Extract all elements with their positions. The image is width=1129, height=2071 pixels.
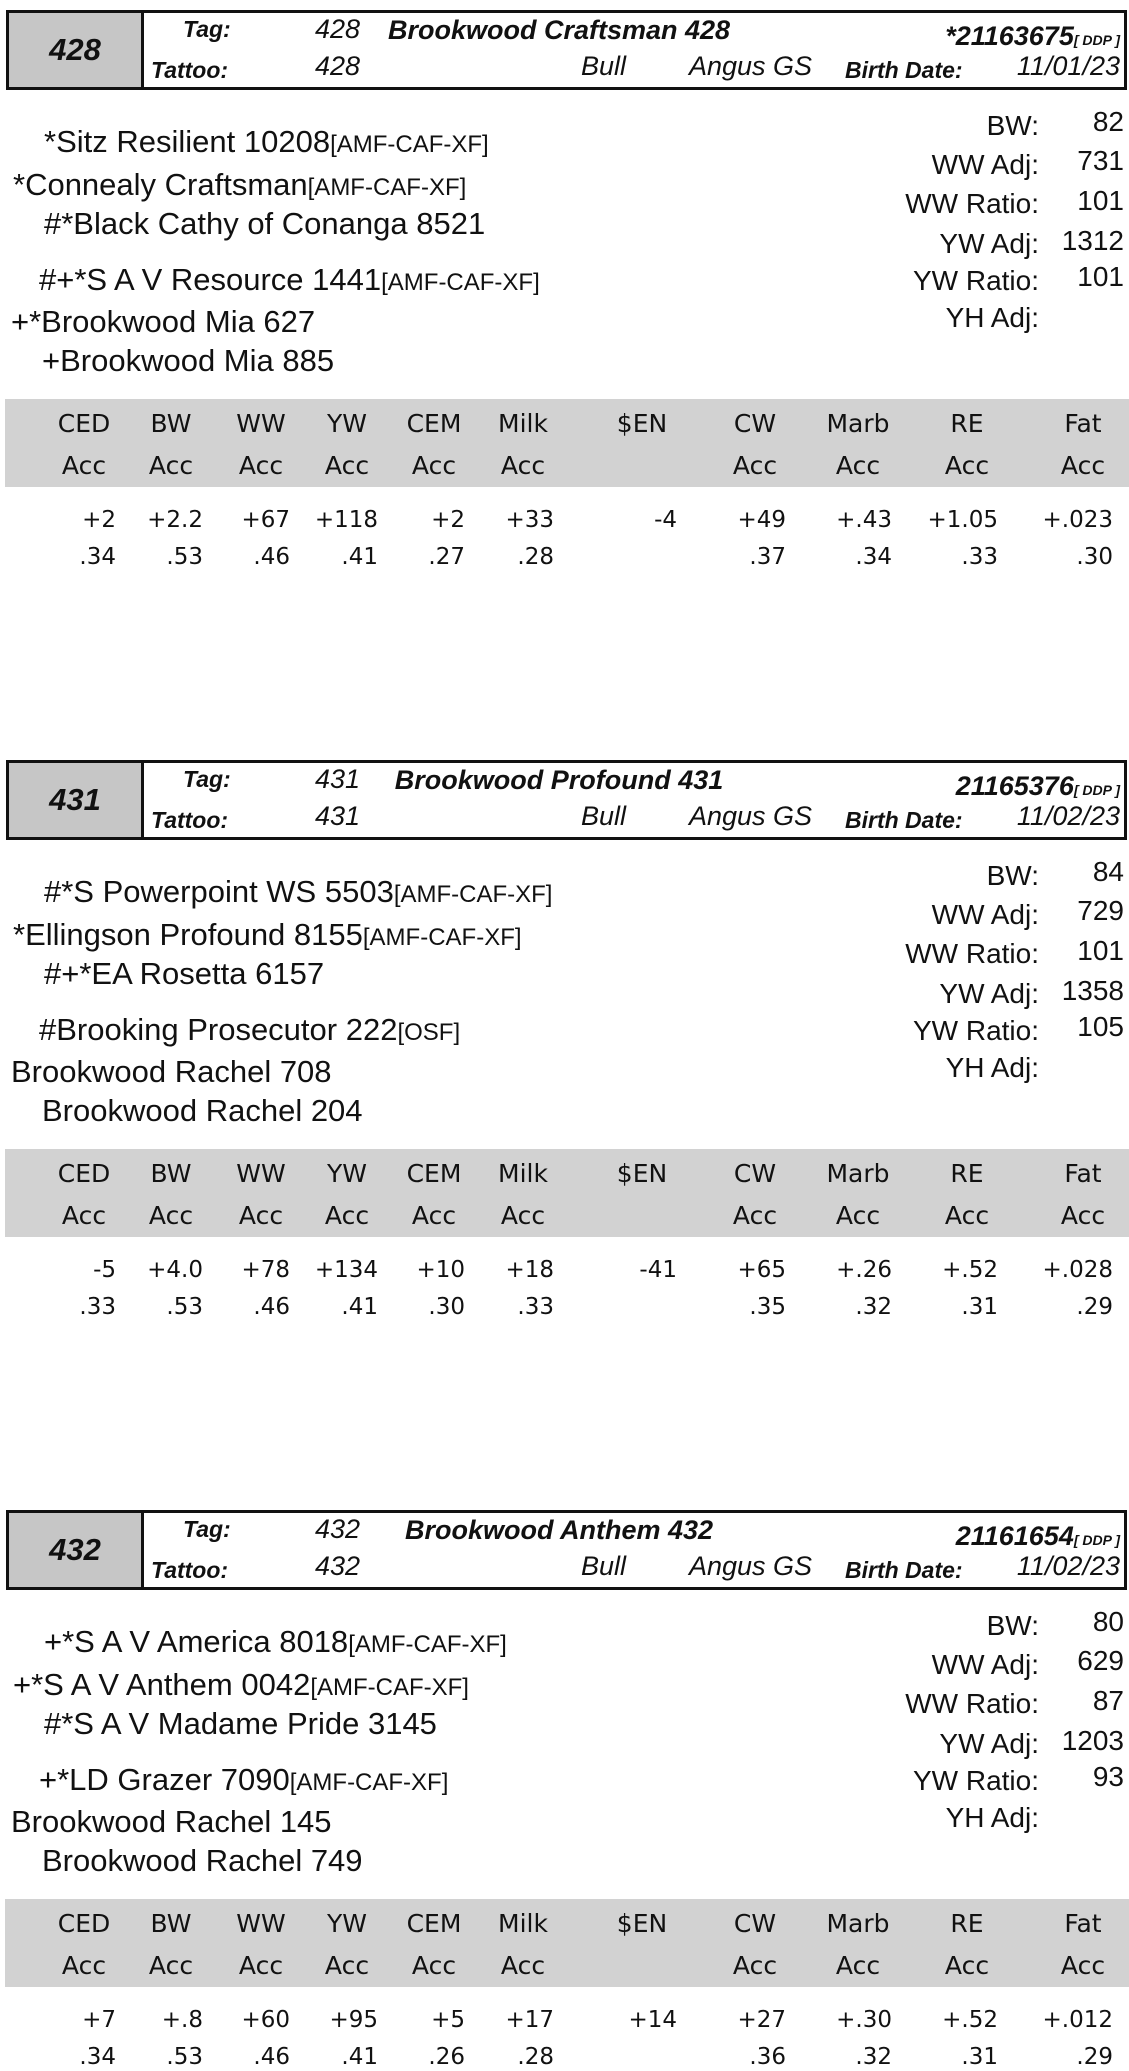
breed-value: Angus GS — [689, 801, 813, 831]
epd-value: +10 — [416, 1257, 465, 1283]
birth-date-value: 11/02/23 — [1016, 801, 1120, 831]
stat-label: YW Adj: — [939, 228, 1039, 259]
epd-column-header: BW — [150, 1909, 192, 1938]
acc-column-header: Acc — [500, 451, 546, 480]
epd-column-header: CEM — [406, 409, 462, 438]
pedigree-tag: [AMF-CAF-XF] — [362, 924, 522, 951]
stat-label: BW: — [986, 1610, 1039, 1641]
epd-column-header: WW — [236, 1159, 286, 1188]
acc-column-header: Acc — [411, 1201, 457, 1230]
pedigree-line — [39, 1012, 460, 1048]
acc-column-header: Acc — [61, 1951, 107, 1980]
pedigree-tag: [OSF] — [397, 1019, 461, 1046]
pedigree-tag: [AMF-CAF-XF] — [310, 1674, 469, 1701]
animal-name: Brookwood Craftsman 428 — [387, 15, 731, 45]
pedigree-line — [13, 167, 466, 203]
epd-column-header: RE — [950, 409, 984, 438]
epd-value: +.52 — [942, 1257, 998, 1283]
epd-value: +33 — [505, 507, 554, 533]
pedigree-name: #+*EA Rosetta 6157 — [44, 956, 325, 991]
stat-value: 80 — [1092, 1606, 1124, 1637]
registration-suffix: [ DDP ] — [1073, 1532, 1120, 1548]
epd-value: +14 — [628, 2007, 677, 2033]
acc-value: .41 — [341, 1294, 378, 1320]
birth-date-value: 11/01/23 — [1016, 51, 1120, 81]
acc-value: .31 — [961, 2044, 998, 2070]
epd-value: -4 — [654, 507, 677, 533]
animal-name: Brookwood Anthem 432 — [404, 1515, 714, 1545]
epd-column-header: Milk — [498, 1159, 548, 1188]
stat-value: 1358 — [1061, 975, 1124, 1006]
lot-section — [0, 1510, 1129, 2070]
pedigree-name: #*S A V Madame Pride 3145 — [44, 1706, 437, 1741]
stat-value: 105 — [1077, 1011, 1124, 1042]
animal-name: Brookwood Profound 431 — [394, 765, 724, 795]
acc-value: .46 — [253, 544, 290, 570]
breed-value: Angus GS — [689, 1551, 813, 1581]
stat-label: YW Adj: — [939, 978, 1039, 1009]
acc-column-header: Acc — [500, 1951, 546, 1980]
stat-value: 629 — [1077, 1645, 1124, 1676]
pedigree-line — [42, 1843, 363, 1879]
stat-label: YW Ratio: — [912, 1765, 1039, 1796]
pedigree-name: Brookwood Rachel 204 — [42, 1093, 363, 1128]
birth-date-value: 11/02/23 — [1016, 1551, 1120, 1581]
pedigree-line — [44, 956, 324, 992]
epd-column-header: WW — [236, 1909, 286, 1938]
pedigree-line — [11, 1054, 332, 1090]
stat-label: YW Ratio: — [912, 265, 1039, 296]
epd-column-header: RE — [950, 1159, 984, 1188]
acc-column-header: Acc — [61, 451, 107, 480]
stat-label: WW Adj: — [931, 1649, 1039, 1680]
acc-value: .36 — [749, 2044, 786, 2070]
pedigree-name: #*S Powerpoint WS 5503 — [44, 874, 394, 909]
epd-column-header: CEM — [406, 1159, 462, 1188]
acc-value: .33 — [517, 1294, 554, 1320]
epd-column-header: $EN — [616, 409, 668, 438]
stat-label: WW Ratio: — [905, 188, 1039, 219]
epd-column-header: CW — [733, 409, 777, 438]
epd-value: +49 — [737, 507, 786, 533]
epd-value: +1.05 — [927, 507, 998, 533]
pedigree-name: +Brookwood Mia 885 — [42, 343, 335, 378]
epd-value: +95 — [329, 2007, 378, 2033]
epd-value: +17 — [505, 2007, 554, 2033]
pedigree-name: *Ellingson Profound 8155 — [13, 917, 363, 952]
acc-column-header: Acc — [732, 1201, 778, 1230]
epd-column-header: YW — [327, 1159, 367, 1188]
acc-column-header: Acc — [148, 1951, 194, 1980]
stat-value: 84 — [1092, 856, 1124, 887]
acc-value: .26 — [428, 2044, 465, 2070]
epd-value: +118 — [314, 507, 378, 533]
acc-column-header: Acc — [61, 1201, 107, 1230]
acc-value: .34 — [855, 544, 892, 570]
epd-value: +67 — [241, 507, 290, 533]
acc-column-header: Acc — [732, 451, 778, 480]
stat-label: WW Ratio: — [905, 938, 1039, 969]
epd-column-header: CED — [57, 1159, 111, 1188]
stat-value: 82 — [1092, 106, 1124, 137]
epd-column-header: YW — [327, 409, 367, 438]
epd-header-band — [5, 399, 1129, 487]
epd-value: +.8 — [161, 2007, 203, 2033]
acc-value: .53 — [166, 544, 203, 570]
epd-value: -41 — [639, 1257, 677, 1283]
epd-value: +2.2 — [147, 507, 203, 533]
epd-value: +27 — [737, 2007, 786, 2033]
pedigree-name: #+*S A V Resource 1441 — [39, 262, 382, 297]
acc-column-header: Acc — [835, 1201, 881, 1230]
epd-column-header: Marb — [826, 409, 890, 438]
epd-column-header: CW — [733, 1909, 777, 1938]
lot-header — [6, 10, 1127, 90]
epd-value: +2 — [431, 507, 465, 533]
pedigree-line — [44, 206, 485, 242]
epd-column-header: Fat — [1064, 409, 1102, 438]
tag-label: Tag: — [183, 766, 231, 792]
acc-column-header: Acc — [238, 1201, 284, 1230]
lot-number: 428 — [9, 13, 144, 87]
lot-number: 431 — [9, 763, 144, 837]
acc-value: .31 — [961, 1294, 998, 1320]
stat-value: 1203 — [1061, 1725, 1124, 1756]
birth-date-label: Birth Date: — [845, 807, 963, 833]
stat-label: YH Adj: — [945, 302, 1039, 333]
acc-column-header: Acc — [835, 1951, 881, 1980]
acc-value: .29 — [1076, 1294, 1113, 1320]
lot-header — [6, 760, 1127, 840]
acc-column-header: Acc — [238, 1951, 284, 1980]
pedigree-name: *Connealy Craftsman — [13, 167, 308, 202]
epd-column-header: Milk — [498, 1909, 548, 1938]
epd-column-header: CEM — [406, 1909, 462, 1938]
pedigree-tag: [AMF-CAF-XF] — [330, 131, 489, 158]
acc-column-header: Acc — [835, 451, 881, 480]
acc-value: .33 — [961, 544, 998, 570]
acc-value: .30 — [428, 1294, 465, 1320]
epd-value: +.43 — [836, 507, 892, 533]
epd-value: +.30 — [836, 2007, 892, 2033]
registration-suffix: [ DDP ] — [1073, 32, 1120, 48]
stat-label: YH Adj: — [945, 1052, 1039, 1083]
stat-value: 87 — [1092, 1685, 1124, 1716]
acc-value: .35 — [749, 1294, 786, 1320]
acc-value: .34 — [79, 2044, 116, 2070]
tag-label: Tag: — [183, 16, 231, 42]
acc-column-header: Acc — [324, 1201, 370, 1230]
pedigree-line — [44, 1706, 437, 1742]
acc-column-header: Acc — [1060, 1951, 1106, 1980]
acc-value: .27 — [428, 544, 465, 570]
epd-column-header: CED — [57, 1909, 111, 1938]
tattoo-label: Tattoo: — [151, 1557, 229, 1583]
stat-label: YH Adj: — [945, 1802, 1039, 1833]
acc-value: .46 — [253, 2044, 290, 2070]
epd-value: +60 — [241, 2007, 290, 2033]
lot-section — [0, 760, 1129, 1320]
stat-label: WW Adj: — [931, 149, 1039, 180]
acc-column-header: Acc — [148, 1201, 194, 1230]
epd-value: +18 — [505, 1257, 554, 1283]
acc-column-header: Acc — [148, 451, 194, 480]
epd-value: +2 — [82, 507, 116, 533]
acc-column-header: Acc — [238, 451, 284, 480]
stat-label: WW Ratio: — [905, 1688, 1039, 1719]
sex-value: Bull — [581, 801, 627, 831]
pedigree-tag: [AMF-CAF-XF] — [289, 1769, 449, 1796]
stat-value: 101 — [1077, 261, 1124, 292]
pedigree-tag: [AMF-CAF-XF] — [348, 1631, 507, 1658]
pedigree-line — [13, 1667, 469, 1703]
epd-header-band — [5, 1899, 1129, 1987]
acc-value: .53 — [166, 1294, 203, 1320]
tattoo-value: 431 — [315, 801, 361, 831]
epd-column-header: Marb — [826, 1909, 890, 1938]
pedigree-line — [44, 1624, 507, 1660]
epd-value: +.52 — [942, 2007, 998, 2033]
registration-id: 21165376 — [955, 771, 1074, 801]
epd-value: +.023 — [1042, 507, 1113, 533]
pedigree-name: Brookwood Rachel 708 — [11, 1054, 332, 1089]
acc-column-header: Acc — [1060, 451, 1106, 480]
stat-label: BW: — [986, 110, 1039, 141]
stat-value: 729 — [1077, 895, 1124, 926]
pedigree-name: #*Black Cathy of Conanga 8521 — [44, 206, 486, 241]
breed-value: Angus GS — [689, 51, 813, 81]
tag-label: Tag: — [183, 1516, 231, 1542]
stat-value: 1312 — [1061, 225, 1124, 256]
acc-column-header: Acc — [944, 451, 990, 480]
stat-label: WW Adj: — [931, 899, 1039, 930]
epd-value: +78 — [241, 1257, 290, 1283]
registration-number — [956, 771, 1120, 802]
tag-value: 431 — [315, 764, 361, 794]
epd-column-header: YW — [327, 1909, 367, 1938]
stat-value: 731 — [1077, 145, 1124, 176]
pedigree-line — [44, 124, 489, 160]
pedigree-tag: [AMF-CAF-XF] — [307, 174, 467, 201]
epd-column-header: BW — [150, 1159, 192, 1188]
acc-value: .37 — [749, 544, 786, 570]
stat-label: BW: — [986, 860, 1039, 891]
pedigree-line — [42, 343, 334, 379]
tattoo-value: 428 — [315, 51, 361, 81]
epd-column-header: RE — [950, 1909, 984, 1938]
epd-value: -5 — [93, 1257, 116, 1283]
birth-date-label: Birth Date: — [845, 57, 963, 83]
sex-value: Bull — [581, 1551, 627, 1581]
pedigree-line — [39, 262, 540, 298]
lot-number: 432 — [9, 1513, 144, 1587]
acc-value: .32 — [855, 2044, 892, 2070]
acc-value: .41 — [341, 544, 378, 570]
registration-number — [945, 21, 1120, 52]
acc-column-header: Acc — [944, 1201, 990, 1230]
acc-column-header: Acc — [1060, 1201, 1106, 1230]
registration-number — [956, 1521, 1120, 1552]
pedigree-name: Brookwood Rachel 145 — [11, 1804, 332, 1839]
acc-column-header: Acc — [500, 1201, 546, 1230]
acc-value: .29 — [1076, 2044, 1113, 2070]
tag-value: 432 — [315, 1514, 361, 1544]
epd-value: +4.0 — [147, 1257, 203, 1283]
pedigree-name: *Sitz Resilient 10208 — [44, 124, 331, 159]
epd-column-header: Fat — [1064, 1909, 1102, 1938]
acc-value: .53 — [166, 2044, 203, 2070]
epd-column-header: Marb — [826, 1159, 890, 1188]
epd-value: +5 — [431, 2007, 465, 2033]
acc-value: .30 — [1076, 544, 1113, 570]
stat-value: 101 — [1077, 935, 1124, 966]
acc-value: .28 — [517, 544, 554, 570]
epd-column-header: $EN — [616, 1159, 668, 1188]
epd-value: +.26 — [836, 1257, 892, 1283]
registration-suffix: [ DDP ] — [1073, 782, 1120, 798]
epd-header-band — [5, 1149, 1129, 1237]
acc-value: .46 — [253, 1294, 290, 1320]
pedigree-name: +*S A V Anthem 0042 — [13, 1667, 311, 1702]
registration-id: 21161654 — [955, 1521, 1074, 1551]
birth-date-label: Birth Date: — [845, 1557, 963, 1583]
epd-value: +.012 — [1042, 2007, 1113, 2033]
pedigree-name: #Brooking Prosecutor 222 — [39, 1012, 398, 1047]
epd-column-header: WW — [236, 409, 286, 438]
acc-value: .28 — [517, 2044, 554, 2070]
epd-value: +65 — [737, 1257, 786, 1283]
pedigree-name: +*Brookwood Mia 627 — [11, 304, 316, 339]
epd-value: +7 — [82, 2007, 116, 2033]
epd-value: +.028 — [1042, 1257, 1113, 1283]
pedigree-line — [42, 1093, 363, 1129]
acc-value: .33 — [79, 1294, 116, 1320]
epd-column-header: CW — [733, 1159, 777, 1188]
pedigree-line — [11, 304, 315, 340]
lot-header — [6, 1510, 1127, 1590]
acc-column-header: Acc — [411, 1951, 457, 1980]
lot-section — [0, 10, 1129, 570]
registration-id: *21163675 — [945, 21, 1074, 51]
stat-value: 93 — [1092, 1761, 1124, 1792]
epd-column-header: Fat — [1064, 1159, 1102, 1188]
epd-value: +134 — [314, 1257, 378, 1283]
pedigree-tag: [AMF-CAF-XF] — [393, 881, 553, 908]
pedigree-line — [13, 917, 522, 953]
acc-column-header: Acc — [324, 1951, 370, 1980]
acc-value: .34 — [79, 544, 116, 570]
epd-column-header: BW — [150, 409, 192, 438]
acc-column-header: Acc — [944, 1951, 990, 1980]
tattoo-label: Tattoo: — [151, 807, 229, 833]
sex-value: Bull — [581, 51, 627, 81]
pedigree-line — [11, 1804, 332, 1840]
stat-label: YW Ratio: — [912, 1015, 1039, 1046]
acc-value: .41 — [341, 2044, 378, 2070]
epd-column-header: Milk — [498, 409, 548, 438]
pedigree-line — [44, 874, 552, 910]
pedigree-name: +*S A V America 8018 — [44, 1624, 349, 1659]
acc-value: .32 — [855, 1294, 892, 1320]
epd-column-header: CED — [57, 409, 111, 438]
acc-column-header: Acc — [411, 451, 457, 480]
tag-value: 428 — [315, 14, 361, 44]
pedigree-name: +*LD Grazer 7090 — [39, 1762, 290, 1797]
tattoo-label: Tattoo: — [151, 57, 229, 83]
acc-column-header: Acc — [732, 1951, 778, 1980]
epd-column-header: $EN — [616, 1909, 668, 1938]
tattoo-value: 432 — [315, 1551, 361, 1581]
acc-column-header: Acc — [324, 451, 370, 480]
pedigree-line — [39, 1762, 448, 1798]
pedigree-name: Brookwood Rachel 749 — [42, 1843, 363, 1878]
pedigree-tag: [AMF-CAF-XF] — [381, 269, 540, 296]
stat-value: 101 — [1077, 185, 1124, 216]
stat-label: YW Adj: — [939, 1728, 1039, 1759]
